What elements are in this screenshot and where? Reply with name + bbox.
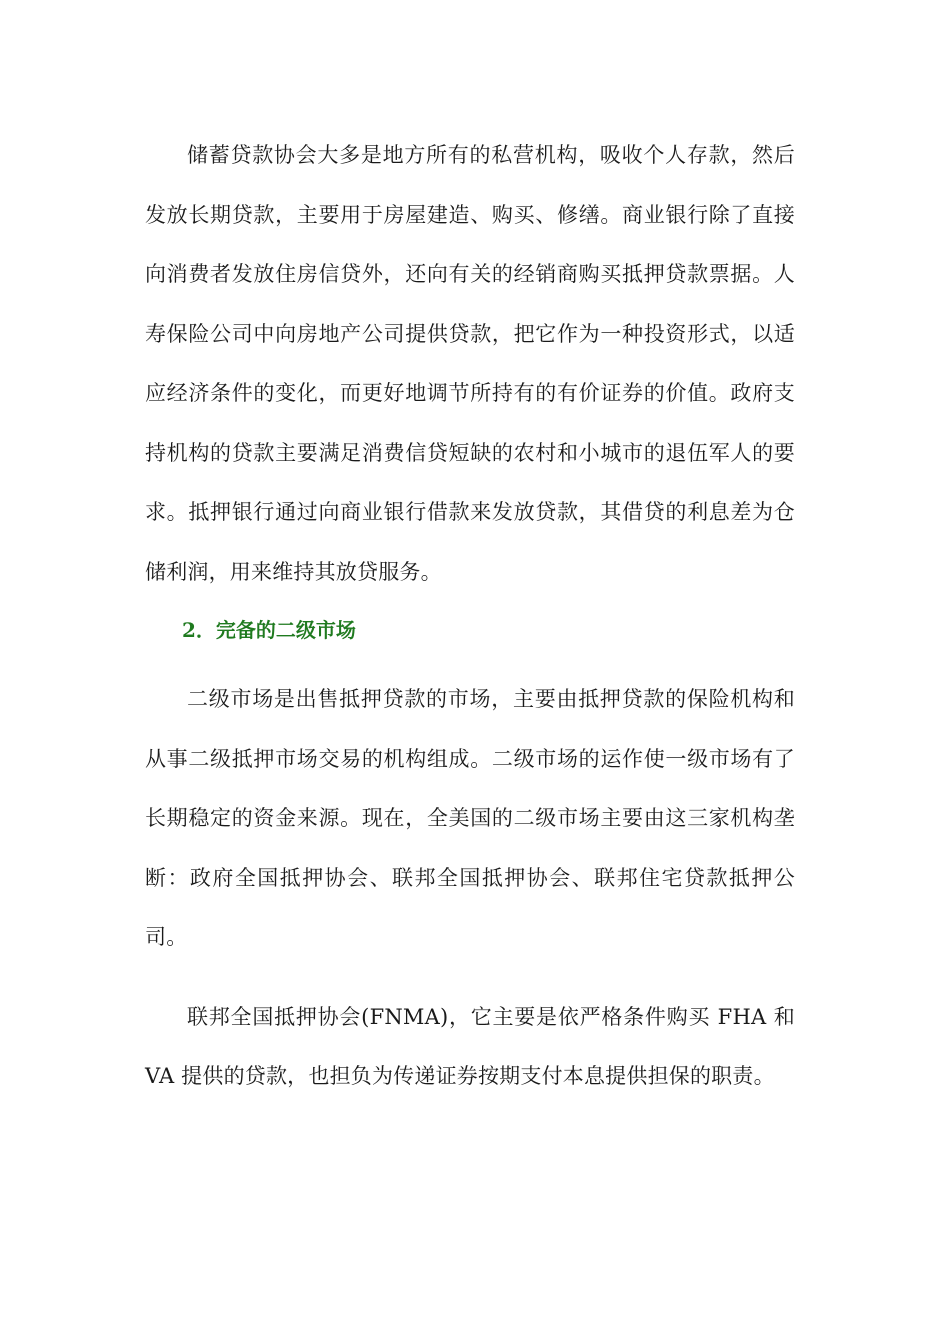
paragraph-secondary-market: 二级市场是出售抵押贷款的市场，主要由抵押贷款的保险机构和从事二级抵押市场交易的机构组成。二级市场的运作使一级市场有了长期稳定的资金来源。现在，全美国的二级市场主要由这三家机构垄断：政府全国抵押协会、联邦全国抵押协会、联邦住宅贷款抵押公司。	[145, 687, 795, 949]
section-heading: 2．完备的二级市场	[182, 618, 356, 642]
paragraph-fnma: 联邦全国抵押协会(FNMA)，它主要是依严格条件购买 FHA 和 VA 提供的贷款，也担负为传递证券按期支付本息提供担保的职责。	[145, 1004, 795, 1088]
paragraph-savings-loan: 储蓄贷款协会大多是地方所有的私营机构，吸收个人存款，然后发放长期贷款，主要用于房屋建造、购买、修缮。商业银行除了直接向消费者发放住房信贷外，还向有关的经销商购买抵押贷款票据。人寿保险公司中向房地产公司提供贷款，把它作为一种投资形式，以适应经济条件的变化，而更好地调节所持有的有价证券的价值。政府支持机构的贷款主要满足消费信贷短缺的农村和小城市的退伍军人的要求。抵押银行通过向商业银行借款来发放贷款，其借贷的利息差为仓储利润，用来维持其放贷服务。	[145, 143, 795, 584]
document-body	[145, 126, 795, 1107]
